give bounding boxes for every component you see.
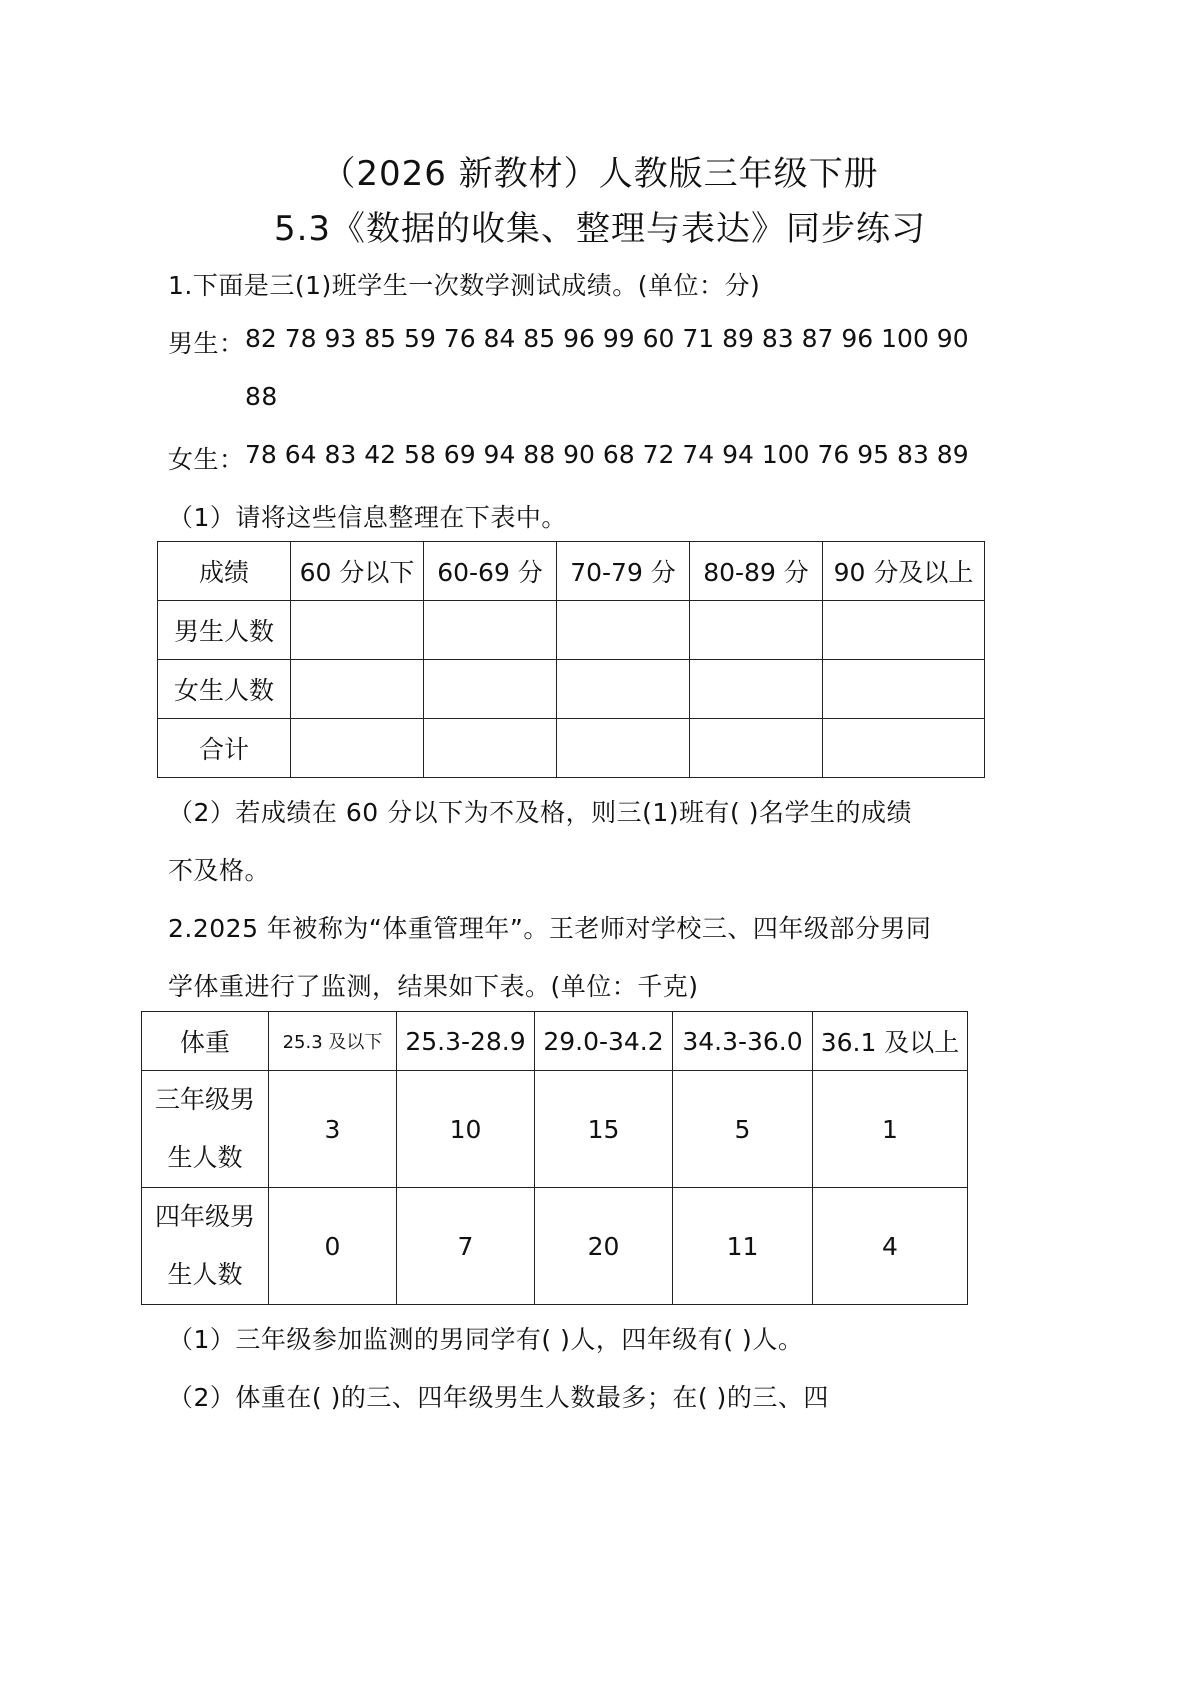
table-header-cell: 成绩: [158, 542, 291, 601]
blank-cell[interactable]: [823, 719, 985, 778]
question-2-intro-cont: 学体重进行了监测，结果如下表。(单位：千克): [168, 972, 699, 1001]
table-row: [158, 601, 985, 660]
page-subtitle: 5.3《数据的收集、整理与表达》同步练习: [273, 209, 927, 249]
table-row: [142, 1188, 968, 1305]
table-header-cell: 90 分及以上: [823, 542, 985, 601]
blank-cell[interactable]: [291, 601, 424, 660]
weight-table: [141, 1011, 968, 1305]
table-row: [158, 719, 985, 778]
blank-cell[interactable]: [690, 601, 823, 660]
table-cell: 0: [269, 1188, 397, 1305]
table-cell: 7: [397, 1188, 535, 1305]
blank-cell[interactable]: [690, 660, 823, 719]
question-1-intro: 1.下面是三(1)班学生一次数学测试成绩。(单位：分): [168, 271, 761, 300]
blank-cell[interactable]: [690, 719, 823, 778]
question-2-intro: 2.2025 年被称为“体重管理年”。王老师对学校三、四年级部分男同: [168, 914, 932, 943]
table-header-row: [142, 1012, 968, 1071]
question-2-part-2: （2）体重在( )的三、四年级男生人数最多；在( )的三、四: [168, 1383, 829, 1412]
blank-cell[interactable]: [424, 601, 557, 660]
table-row: [142, 1071, 968, 1188]
row-label-line: 生人数: [167, 1143, 243, 1172]
boys-scores-line1: 82 78 93 85 59 76 84 85 96 99 60 71 89 83 87 96 100 90: [245, 324, 969, 353]
table-header-cell: 34.3-36.0: [673, 1012, 813, 1071]
blank-cell[interactable]: [557, 660, 690, 719]
table-cell: 10: [397, 1071, 535, 1188]
table-cell: 15: [535, 1071, 673, 1188]
table-cell: 5: [673, 1071, 813, 1188]
table-header-cell: 60 分以下: [291, 542, 424, 601]
blank-cell[interactable]: [424, 660, 557, 719]
girls-scores-line: 78 64 83 42 58 69 94 88 90 68 72 74 94 100 76 95 83 89: [245, 440, 969, 469]
girls-label: 女生：: [168, 445, 245, 474]
row-label: 合计: [158, 719, 291, 778]
question-1-part-1: （1）请将这些信息整理在下表中。: [168, 503, 567, 532]
row-label: 男生人数: [158, 601, 291, 660]
blank-cell[interactable]: [557, 601, 690, 660]
table-header-cell: 60-69 分: [424, 542, 557, 601]
row-label: [142, 1188, 269, 1305]
blank-cell[interactable]: [823, 660, 985, 719]
blank-cell[interactable]: [557, 719, 690, 778]
row-label-line: 生人数: [167, 1260, 243, 1289]
blank-cell[interactable]: [291, 719, 424, 778]
blank-cell[interactable]: [823, 601, 985, 660]
table-header-row: [158, 542, 985, 601]
table-cell: 3: [269, 1071, 397, 1188]
table-header-cell: 25.3-28.9: [397, 1012, 535, 1071]
table-header-cell: 29.0-34.2: [535, 1012, 673, 1071]
blank-cell[interactable]: [291, 660, 424, 719]
question-1-part-2-cont: 不及格。: [168, 856, 271, 885]
score-table: [157, 541, 985, 778]
question-1-part-2: （2）若成绩在 60 分以下为不及格，则三(1)班有( )名学生的成绩: [168, 798, 912, 827]
table-cell: 1: [813, 1071, 968, 1188]
boys-label: 男生：: [168, 329, 245, 358]
table-cell: 11: [673, 1188, 813, 1305]
row-label: [142, 1071, 269, 1188]
table-row: [158, 660, 985, 719]
row-label: 女生人数: [158, 660, 291, 719]
table-header-cell: 70-79 分: [557, 542, 690, 601]
table-cell: 20: [535, 1188, 673, 1305]
page-title: （2026 新教材）人教版三年级下册: [321, 154, 879, 194]
table-cell: 4: [813, 1188, 968, 1305]
table-header-cell: 36.1 及以上: [813, 1012, 968, 1071]
table-header-cell: 80-89 分: [690, 542, 823, 601]
row-label-line: 四年级男: [154, 1202, 255, 1231]
question-2-part-1: （1）三年级参加监测的男同学有( )人，四年级有( )人。: [168, 1325, 804, 1354]
boys-scores-line2: 88: [245, 382, 278, 411]
row-label-line: 三年级男: [154, 1085, 255, 1114]
table-header-cell: 体重: [142, 1012, 269, 1071]
table-header-cell: 25.3 及以下: [269, 1012, 397, 1071]
blank-cell[interactable]: [424, 719, 557, 778]
